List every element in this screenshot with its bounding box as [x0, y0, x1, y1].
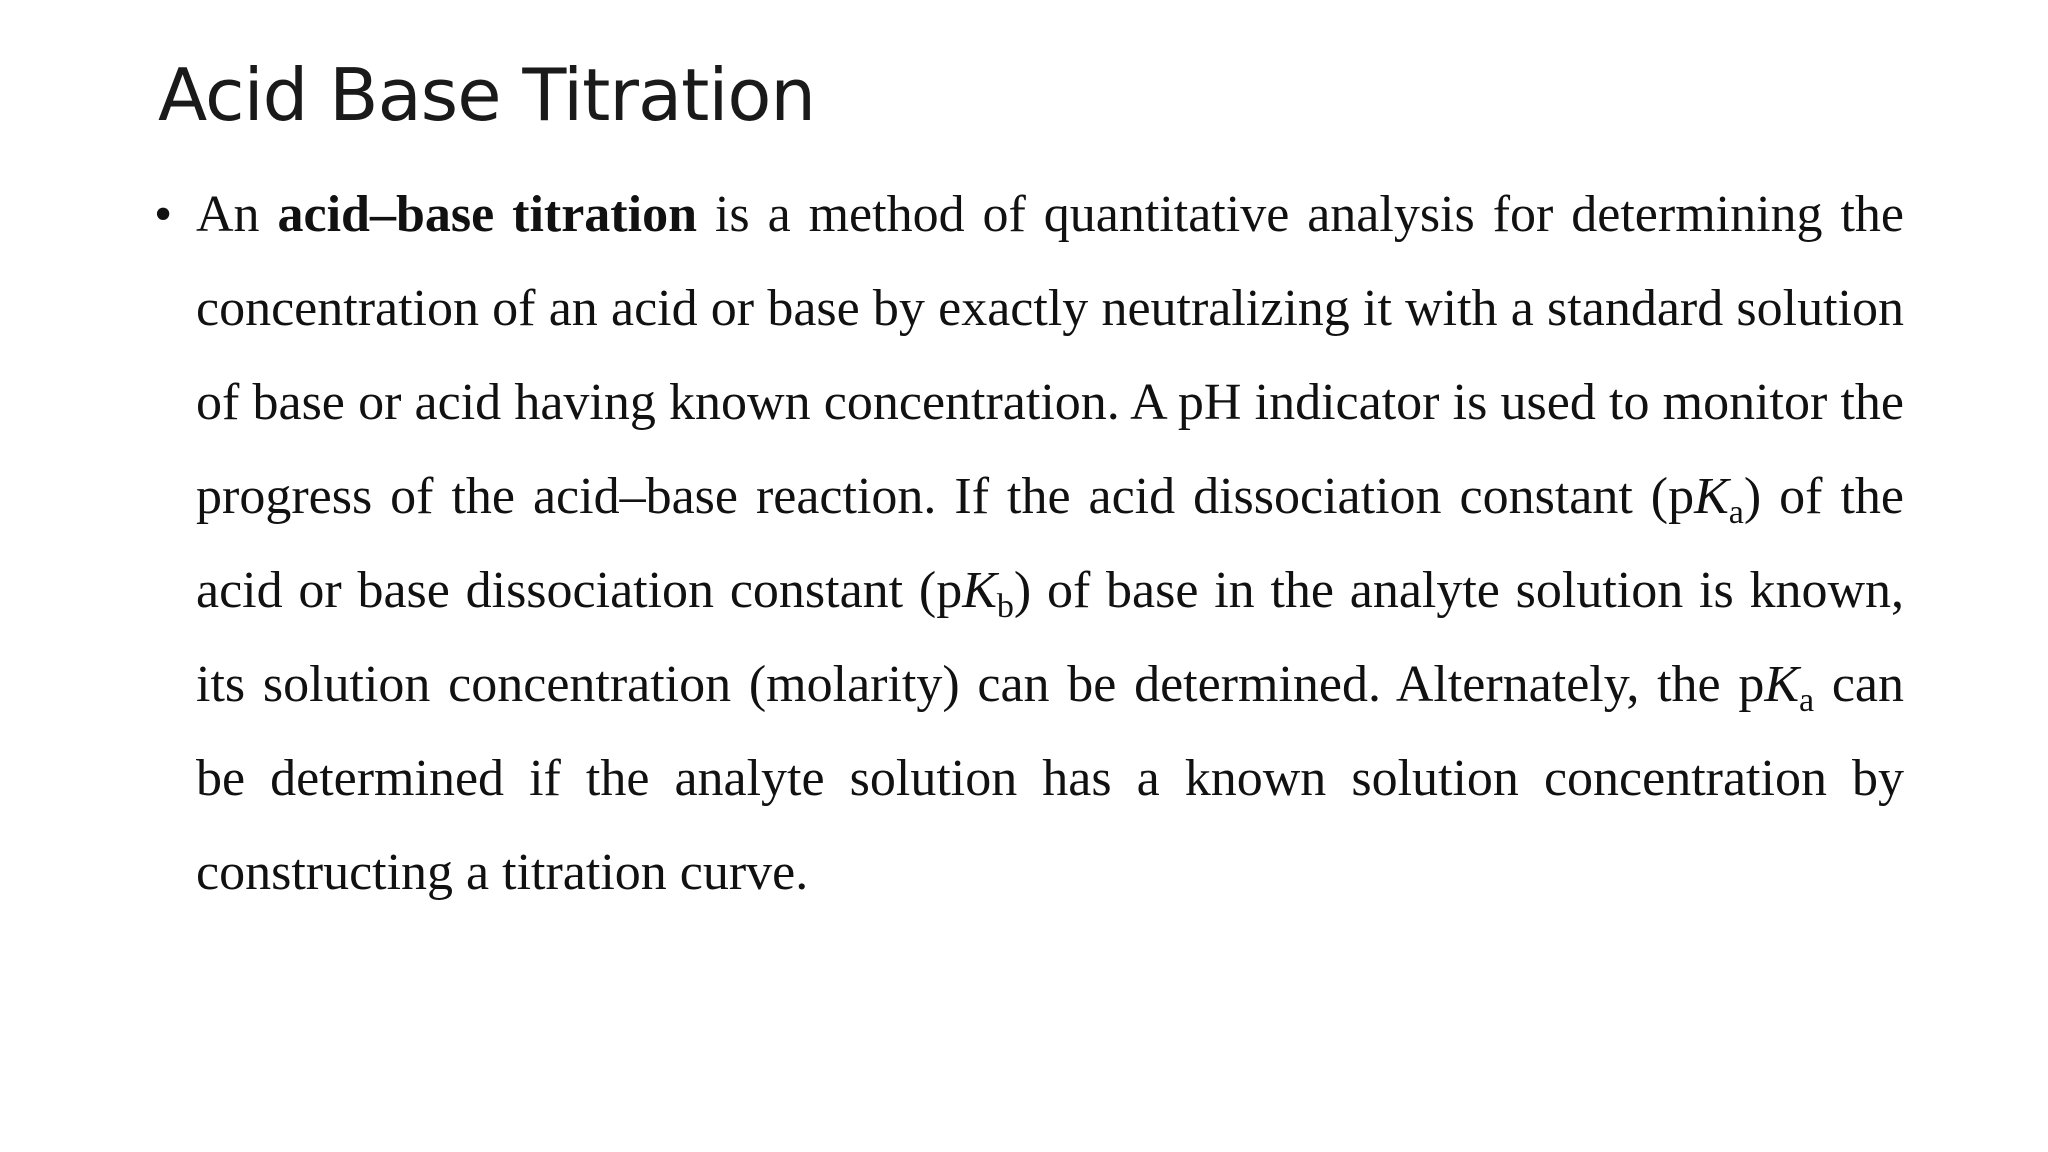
subscript: b: [996, 588, 1014, 625]
subscript: a: [1728, 494, 1744, 531]
bullet-item: [148, 168, 1904, 920]
text-run: ) of base in the analyte solution is known, its solution concentration (molarity) can be determined. Alternately, the p: [196, 562, 1904, 713]
text-run: is a method of quantitative analysis for determining the concentration of an acid or base by exactly neutralizing it with a standard solution of base or acid having known concentration. A pH indicator is used to monitor the progress of the acid–base reaction. If the acid dissociation constant (p: [196, 186, 1905, 525]
text-run: can be determined if the analyte solution has a known solution concentration by constructing a titration curve.: [196, 656, 1904, 901]
italic-k: K: [962, 562, 997, 619]
subscript: a: [1799, 682, 1815, 719]
bold-term: acid–base titration: [277, 186, 697, 243]
text-run: An: [196, 186, 278, 243]
bullet-paragraph: [196, 168, 1904, 920]
italic-k: K: [1764, 656, 1800, 713]
text-run: ) of the acid or base dissociation constant (p: [196, 468, 1904, 619]
slide-title: Acid Base Titration: [158, 53, 816, 137]
bullet-icon: •: [154, 186, 173, 243]
slide-body: [148, 168, 1904, 920]
italic-k: K: [1694, 468, 1729, 525]
